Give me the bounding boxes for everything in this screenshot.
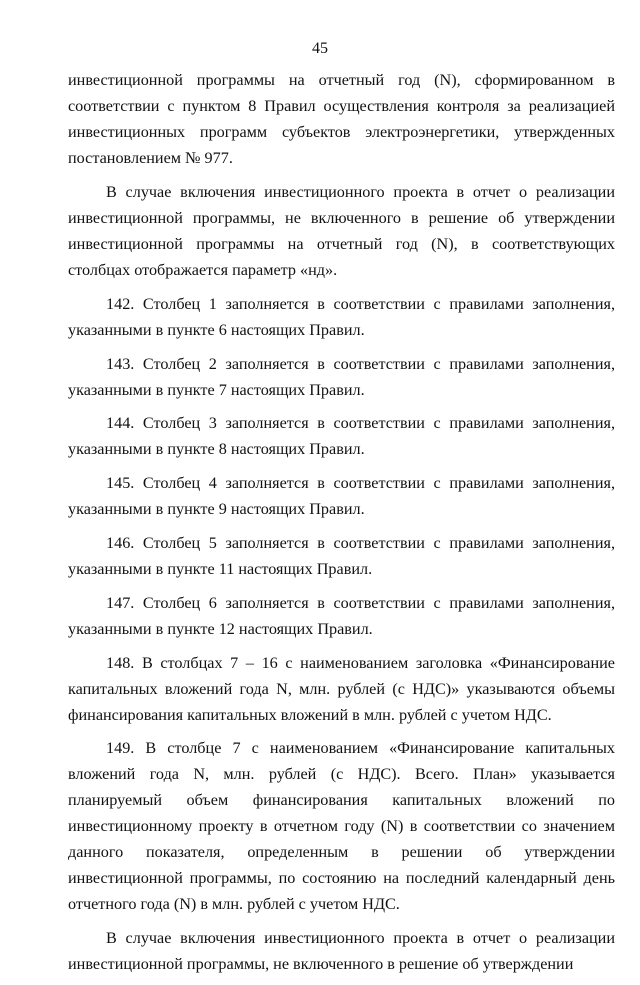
document-body (68, 67, 615, 985)
paragraph-149: 149. В столбце 7 с наименованием «Финансирование капитальных вложений года N, млн. рублей (с НДС). Всего. План» указывается планируемый объем финансирования капитальных вложений по инвестиционному проекту в отчетном году (N) в соответствии со значением данного показателя, определенным в решении об утверждении инвестиционной программы, по состоянию на последний календарный день отчетного года (N) в млн. рублей с учетом НДС. (68, 739, 615, 914)
paragraph-143: 143. Столбец 2 заполняется в соответствии с правилами заполнения, указанными в пункте 7 настоящих Правил. (68, 354, 615, 399)
paragraph-144: 144. Столбец 3 заполняется в соответствии с правилами заполнения, указанными в пункте 8 настоящих Правил. (68, 414, 615, 459)
paragraph-not-included-case: В случае включения инвестиционного проекта в отчет о реализации инвестиционной программы, не включенного в решение об утверждении инвестиционной программы на отчетный год (N), в соответствующих столбцах отображается параметр «нд». (68, 183, 615, 279)
paragraph-142: 142. Столбец 1 заполняется в соответствии с правилами заполнения, указанными в пункте 6 настоящих Правил. (68, 294, 615, 339)
paragraph-146: 146. Столбец 5 заполняется в соответствии с правилами заполнения, указанными в пункте 11 настоящих Правил. (68, 533, 615, 578)
paragraph-148: 148. В столбцах 7 – 16 с наименованием заголовка «Финансирование капитальных вложений года N, млн. рублей (с НДС)» указываются объемы финансирования капитальных вложений в млн. рублей с учетом НДС. (68, 653, 615, 724)
page-number: 45 (312, 40, 328, 57)
paragraph-not-included-case-2: В случае включения инвестиционного проекта в отчет о реализации инвестиционной программы, не включенного в решение об утверждении (68, 929, 615, 974)
paragraph-147: 147. Столбец 6 заполняется в соответствии с правилами заполнения, указанными в пункте 12 настоящих Правил. (68, 593, 615, 638)
paragraph-145: 145. Столбец 4 заполняется в соответствии с правилами заполнения, указанными в пункте 9 настоящих Правил. (68, 474, 615, 519)
paragraph-continuation: инвестиционной программы на отчетный год (N), сформированном в соответствии с пунктом 8 Правил осуществления контроля за реализацией инвестиционных программ субъектов электроэнергетики, утвержденных постановлением № 977. (68, 71, 615, 167)
